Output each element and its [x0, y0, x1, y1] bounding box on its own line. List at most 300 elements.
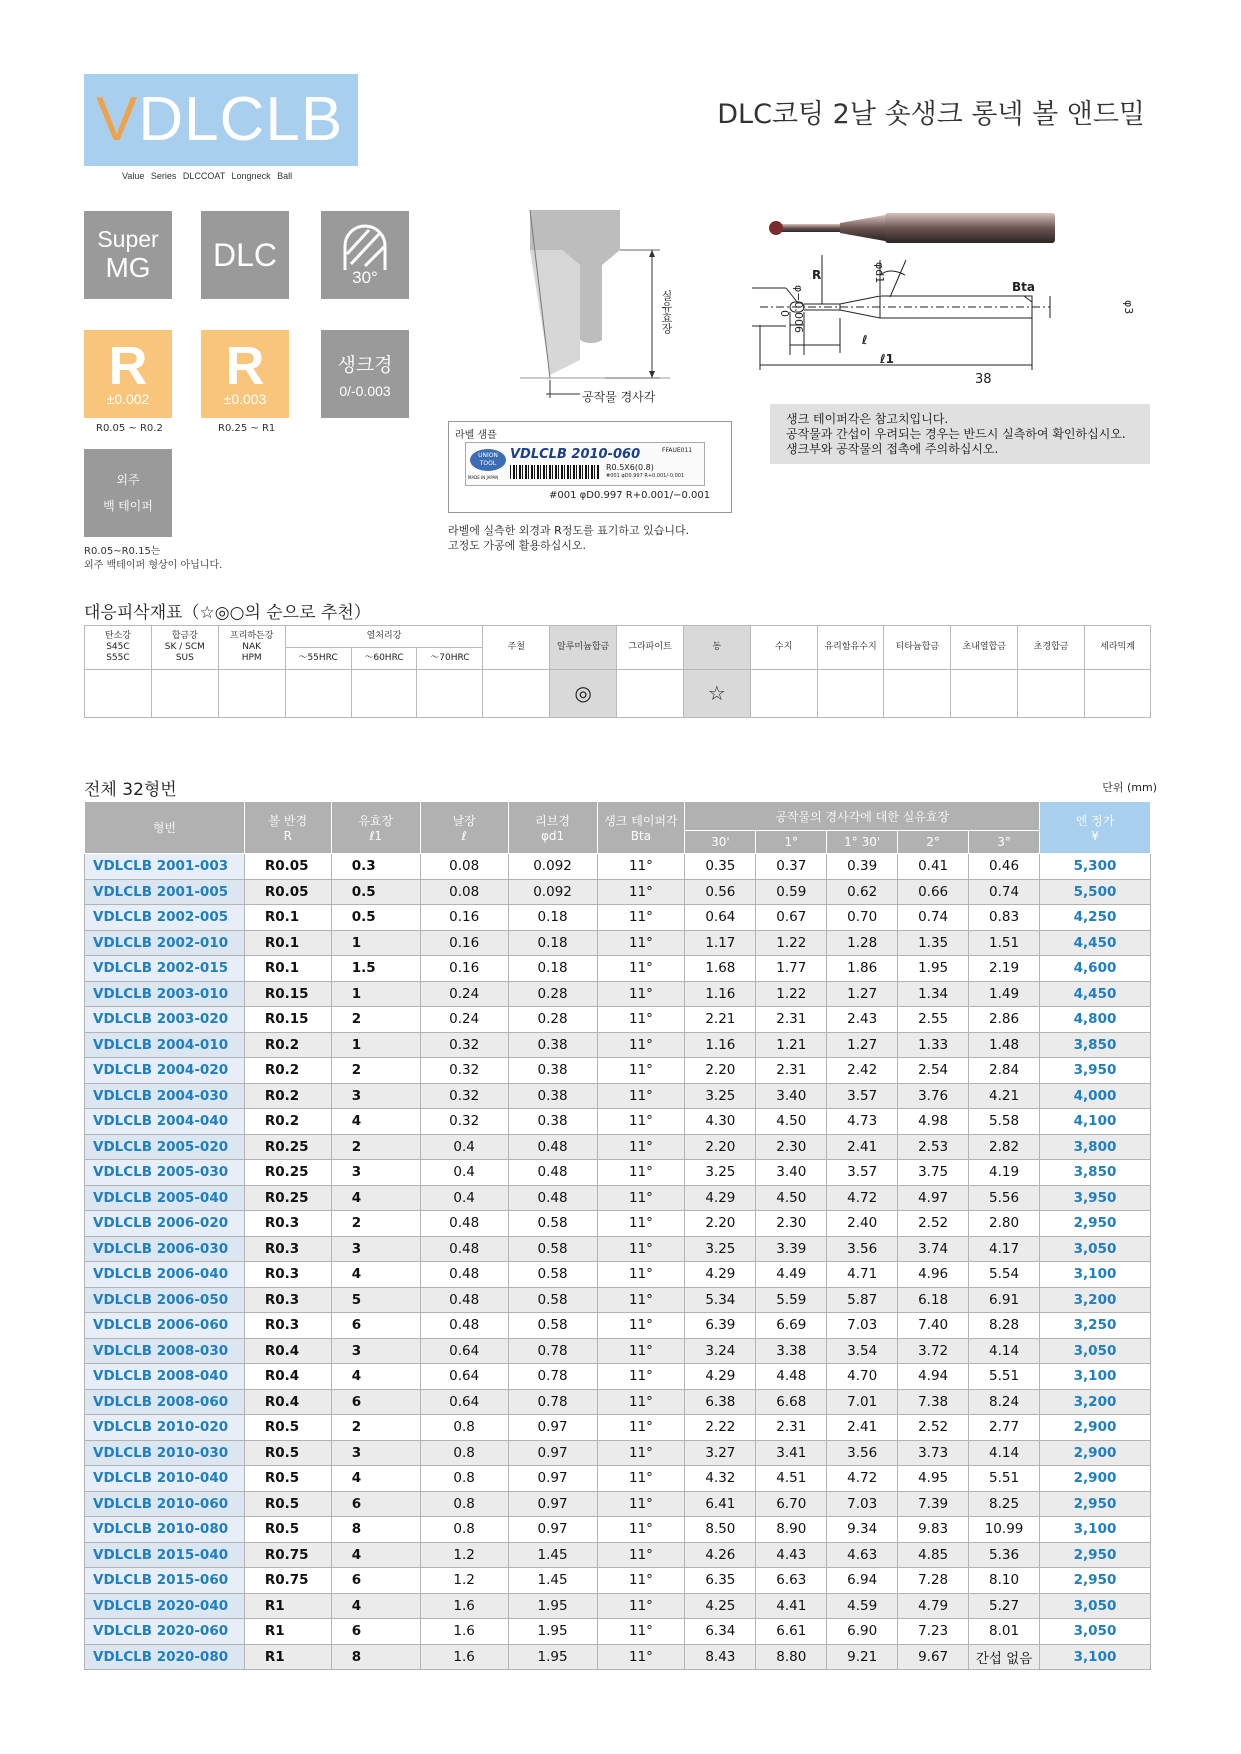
- flute-length-cell: 0.64: [420, 1338, 508, 1364]
- tile-text: 외주: [116, 473, 140, 487]
- mark-cell: [351, 670, 417, 718]
- table-row: [85, 1109, 1151, 1135]
- price-cell: 3,100: [1040, 1644, 1151, 1670]
- eff-2deg-cell: 4.97: [898, 1185, 969, 1211]
- flute-length-cell: 0.32: [420, 1058, 508, 1084]
- neck-diameter-cell: 0.28: [508, 981, 597, 1007]
- back-taper-note-1: R0.05~R0.15는: [84, 546, 161, 557]
- ball-radius-cell: R0.25: [244, 1185, 331, 1211]
- eff-1deg-cell: 2.30: [756, 1134, 827, 1160]
- flute-length-cell: 0.32: [420, 1083, 508, 1109]
- eff-30min-cell: 1.17: [685, 930, 756, 956]
- eff-30min-cell: 1.16: [685, 981, 756, 1007]
- flute-length-cell: 0.48: [420, 1287, 508, 1313]
- eff-2deg-cell: 4.95: [898, 1466, 969, 1492]
- note-line: 공작물과 간섭이 우려되는 경우는 반드시 실측하여 확인하십시오.: [786, 427, 1126, 441]
- mark-cell: [750, 670, 817, 718]
- eff-1deg30-cell: 2.40: [827, 1211, 898, 1237]
- eff-2deg-cell: 7.40: [898, 1313, 969, 1339]
- model-code-cell: VDLCLB 2004-030: [85, 1083, 245, 1109]
- model-code-cell: VDLCLB 2008-040: [85, 1364, 245, 1390]
- effective-length-cell: 1: [331, 981, 420, 1007]
- eff-1deg-cell: 1.21: [756, 1032, 827, 1058]
- eff-30min-cell: 6.35: [685, 1568, 756, 1594]
- price-cell: 2,950: [1040, 1542, 1151, 1568]
- header-text: 볼 반경: [268, 814, 308, 828]
- shank-tolerance-tile: [321, 330, 409, 418]
- price-cell: 4,100: [1040, 1109, 1151, 1135]
- eff-3deg-cell: 5.27: [969, 1593, 1040, 1619]
- material-ceramic: 세라믹계: [1085, 626, 1151, 670]
- dim-l1-label: ℓ1: [880, 352, 895, 366]
- ball-radius-cell: R0.5: [244, 1491, 331, 1517]
- mark-cell: [817, 670, 884, 718]
- eff-3deg-cell: 2.77: [969, 1415, 1040, 1441]
- shank-taper-cell: 11°: [597, 1236, 685, 1262]
- neck-diameter-cell: 0.97: [508, 1466, 597, 1492]
- price-cell: 3,050: [1040, 1338, 1151, 1364]
- eff-1deg-cell: 2.31: [756, 1058, 827, 1084]
- table-row: [85, 905, 1151, 931]
- mark-cell: [85, 670, 152, 718]
- eff-2deg-cell: 7.39: [898, 1491, 969, 1517]
- flute-length-cell: 0.24: [420, 1007, 508, 1033]
- eff-2deg-cell: 2.55: [898, 1007, 969, 1033]
- price-cell: 2,950: [1040, 1211, 1151, 1237]
- header-text: 리브경: [535, 814, 570, 828]
- neck-diameter-cell: 0.092: [508, 879, 597, 905]
- effective-length-cell: 3: [331, 1440, 420, 1466]
- eff-1deg30-cell: 4.72: [827, 1466, 898, 1492]
- hrc-55: ～55HRC: [285, 648, 351, 670]
- col-effective-by-angle: 공작물의 경사각에 대한 실유효장: [685, 802, 1040, 831]
- model-code-cell: VDLCLB 2003-020: [85, 1007, 245, 1033]
- label-lot-code: FFAUE011: [662, 447, 693, 454]
- table-row: [85, 956, 1151, 982]
- model-code-cell: VDLCLB 2006-060: [85, 1313, 245, 1339]
- model-code-cell: VDLCLB 2006-030: [85, 1236, 245, 1262]
- eff-1deg30-cell: 0.39: [827, 854, 898, 880]
- eff-1deg-cell: 8.80: [756, 1644, 827, 1670]
- eff-3deg-cell: 4.19: [969, 1160, 1040, 1186]
- eff-1deg-cell: 3.40: [756, 1160, 827, 1186]
- price-cell: 2,900: [1040, 1415, 1151, 1441]
- flute-length-cell: 0.8: [420, 1415, 508, 1441]
- eff-3deg-cell: 0.83: [969, 905, 1040, 931]
- ball-radius-cell: R1: [244, 1593, 331, 1619]
- shank-taper-cell: 11°: [597, 1185, 685, 1211]
- eff-1deg30-cell: 4.72: [827, 1185, 898, 1211]
- material-graphite: 그라파이트: [617, 626, 684, 670]
- neck-diameter-cell: 0.97: [508, 1491, 597, 1517]
- eff-1deg-cell: 6.69: [756, 1313, 827, 1339]
- materials-table: [84, 625, 1151, 718]
- eff-1deg30-cell: 1.86: [827, 956, 898, 982]
- effective-length-cell: 6: [331, 1491, 420, 1517]
- neck-diameter-cell: 0.58: [508, 1211, 597, 1237]
- ball-radius-cell: R1: [244, 1644, 331, 1670]
- note-line: 생크부와 공작물의 접촉에 주의하십시오.: [786, 442, 999, 456]
- material-text: 프리하든강: [229, 631, 274, 641]
- tile-text: Super: [97, 226, 159, 252]
- shank-taper-cell: 11°: [597, 1593, 685, 1619]
- effective-length-cell: 3: [331, 1338, 420, 1364]
- eff-3deg-cell: 5.56: [969, 1185, 1040, 1211]
- shank-taper-cell: 11°: [597, 1109, 685, 1135]
- effective-length-cell: 0.3: [331, 854, 420, 880]
- header-text: 날장: [452, 814, 476, 828]
- eff-1deg-cell: 1.22: [756, 981, 827, 1007]
- model-code-cell: VDLCLB 2010-060: [85, 1491, 245, 1517]
- effective-length-cell: 1.5: [331, 956, 420, 982]
- ball-radius-cell: R0.2: [244, 1109, 331, 1135]
- label-note-line: 라벨에 실측한 외경과 R정도를 표기하고 있습니다.: [448, 524, 690, 537]
- shank-taper-cell: 11°: [597, 879, 685, 905]
- radius-range-caption-1: R0.05 ~ R0.2: [96, 423, 163, 434]
- neck-diameter-cell: 1.95: [508, 1593, 597, 1619]
- model-code-cell: VDLCLB 2001-005: [85, 879, 245, 905]
- eff-1deg-cell: 4.50: [756, 1109, 827, 1135]
- table-row: [85, 981, 1151, 1007]
- eff-2deg-cell: 3.73: [898, 1440, 969, 1466]
- spec-table: [84, 801, 1151, 1670]
- eff-3deg-cell: 8.24: [969, 1389, 1040, 1415]
- eff-3deg-cell: 5.58: [969, 1109, 1040, 1135]
- eff-2deg-cell: 4.96: [898, 1262, 969, 1288]
- table-row: [85, 1440, 1151, 1466]
- eff-2deg-cell: 1.35: [898, 930, 969, 956]
- eff-2deg-cell: 1.33: [898, 1032, 969, 1058]
- effective-length-cell: 4: [331, 1262, 420, 1288]
- model-code-cell: VDLCLB 2020-080: [85, 1644, 245, 1670]
- shank-taper-cell: 11°: [597, 1440, 685, 1466]
- table-row: [85, 1007, 1151, 1033]
- eff-1deg30-cell: 9.34: [827, 1517, 898, 1543]
- eff-2deg-cell: 1.95: [898, 956, 969, 982]
- eff-1deg30-cell: 0.62: [827, 879, 898, 905]
- col-ball-radius: [244, 802, 331, 854]
- eff-3deg-cell: 5.54: [969, 1262, 1040, 1288]
- table-row: [85, 1364, 1151, 1390]
- logo-text: DLCLB: [138, 85, 344, 154]
- neck-diameter-cell: 0.58: [508, 1262, 597, 1288]
- eff-1deg-cell: 3.39: [756, 1236, 827, 1262]
- eff-1deg-cell: 1.22: [756, 930, 827, 956]
- shank-taper-cell: 11°: [597, 1211, 685, 1237]
- label-note: [448, 523, 689, 553]
- eff-1deg30-cell: 2.42: [827, 1058, 898, 1084]
- table-row: [85, 1185, 1151, 1211]
- eff-3deg-cell: 4.21: [969, 1083, 1040, 1109]
- eff-1deg-cell: 3.41: [756, 1440, 827, 1466]
- made-in-text: MADE IN JAPAN: [468, 475, 499, 480]
- shank-taper-cell: 11°: [597, 1517, 685, 1543]
- table-row: [85, 1160, 1151, 1186]
- eff-2deg-cell: 9.67: [898, 1644, 969, 1670]
- eff-1deg-cell: 6.61: [756, 1619, 827, 1645]
- unit-label: 단위 (mm): [1102, 781, 1157, 794]
- eff-3deg-cell: 6.91: [969, 1287, 1040, 1313]
- eff-1deg-cell: 6.63: [756, 1568, 827, 1594]
- price-cell: 3,250: [1040, 1313, 1151, 1339]
- eff-1deg30-cell: 2.43: [827, 1007, 898, 1033]
- helix-angle-tile: [321, 211, 409, 299]
- ball-radius-cell: R0.3: [244, 1313, 331, 1339]
- eff-1deg-cell: 2.30: [756, 1211, 827, 1237]
- workpiece-angle-label: 공작물 경사각: [582, 390, 656, 404]
- table-row: [85, 879, 1151, 905]
- neck-diameter-cell: 0.58: [508, 1313, 597, 1339]
- aluminium-mark: ◎: [550, 670, 617, 718]
- price-cell: 4,800: [1040, 1007, 1151, 1033]
- col-angle-3deg: 3°: [969, 831, 1040, 854]
- eff-30min-cell: 3.25: [685, 1160, 756, 1186]
- eff-2deg-cell: 3.74: [898, 1236, 969, 1262]
- neck-diameter-cell: 0.48: [508, 1134, 597, 1160]
- tile-text: MG: [105, 252, 151, 283]
- header-text: 유효장: [358, 814, 394, 828]
- neck-diameter-cell: 1.45: [508, 1568, 597, 1594]
- model-code-cell: VDLCLB 2010-040: [85, 1466, 245, 1492]
- helix-icon: [337, 222, 393, 272]
- eff-1deg-cell: 2.31: [756, 1415, 827, 1441]
- eff-2deg-cell: 1.34: [898, 981, 969, 1007]
- eff-1deg30-cell: 3.56: [827, 1236, 898, 1262]
- effective-length-cell: 8: [331, 1644, 420, 1670]
- dim-d1-label: φd1: [873, 262, 886, 284]
- table-row: [85, 1211, 1151, 1237]
- eff-30min-cell: 4.30: [685, 1109, 756, 1135]
- table-row: [85, 1517, 1151, 1543]
- price-cell: 4,250: [1040, 905, 1151, 931]
- model-code-cell: VDLCLB 2015-040: [85, 1542, 245, 1568]
- eff-2deg-cell: 9.83: [898, 1517, 969, 1543]
- model-code-cell: VDLCLB 2015-060: [85, 1568, 245, 1594]
- effective-length-cell: 4: [331, 1185, 420, 1211]
- eff-3deg-cell: 4.14: [969, 1338, 1040, 1364]
- ball-radius-cell: R0.25: [244, 1160, 331, 1186]
- effective-length-cell: 6: [331, 1619, 420, 1645]
- shank-taper-note: [770, 404, 1150, 464]
- shank-taper-cell: 11°: [597, 930, 685, 956]
- table-row: [85, 1415, 1151, 1441]
- material-text: S55C: [106, 653, 130, 663]
- ball-radius-cell: R0.2: [244, 1058, 331, 1084]
- flute-length-cell: 0.48: [420, 1236, 508, 1262]
- table-row: [85, 1542, 1151, 1568]
- shank-taper-cell: 11°: [597, 1007, 685, 1033]
- shank-taper-cell: 11°: [597, 981, 685, 1007]
- union-tool-logo: [470, 449, 506, 471]
- eff-2deg-cell: 4.85: [898, 1542, 969, 1568]
- material-prehardened-steel: [218, 626, 285, 670]
- back-taper-tile: [84, 449, 172, 537]
- logo-subtitle: Value Series DLCCOAT Longneck Ball: [122, 171, 293, 181]
- shank-taper-cell: 11°: [597, 1466, 685, 1492]
- eff-3deg-cell: 5.51: [969, 1364, 1040, 1390]
- table-row: [85, 1644, 1151, 1670]
- eff-1deg30-cell: 0.70: [827, 905, 898, 931]
- eff-2deg-cell: 2.52: [898, 1211, 969, 1237]
- col-angle-30min: 30': [685, 831, 756, 854]
- ball-radius-cell: R0.15: [244, 981, 331, 1007]
- eff-1deg-cell: 4.49: [756, 1262, 827, 1288]
- eff-1deg30-cell: 7.01: [827, 1389, 898, 1415]
- flute-length-cell: 0.32: [420, 1032, 508, 1058]
- eff-30min-cell: 5.34: [685, 1287, 756, 1313]
- neck-diameter-cell: 0.38: [508, 1083, 597, 1109]
- flute-length-cell: 0.08: [420, 879, 508, 905]
- tile-text: R: [108, 336, 148, 396]
- material-text: NAK: [242, 642, 262, 652]
- eff-3deg-cell: 2.80: [969, 1211, 1040, 1237]
- effective-length-cell: 0.5: [331, 905, 420, 931]
- material-heat-treated: 열처리강: [285, 626, 483, 648]
- material-text: HPM: [241, 653, 262, 663]
- ball-radius-cell: R0.75: [244, 1542, 331, 1568]
- effective-length-cell: 3: [331, 1083, 420, 1109]
- effective-length-cell: 8: [331, 1517, 420, 1543]
- shank-taper-cell: 11°: [597, 854, 685, 880]
- shank-taper-cell: 11°: [597, 1619, 685, 1645]
- mark-cell: [218, 670, 285, 718]
- table-row: [85, 1083, 1151, 1109]
- material-text: 탄소강: [104, 631, 131, 641]
- eff-3deg-cell: 1.51: [969, 930, 1040, 956]
- eff-1deg-cell: 6.70: [756, 1491, 827, 1517]
- hrc-60: ～60HRC: [351, 648, 417, 670]
- header-text: 생크 테이퍼각: [604, 814, 678, 828]
- eff-1deg30-cell: 7.03: [827, 1491, 898, 1517]
- eff-1deg30-cell: 1.28: [827, 930, 898, 956]
- eff-3deg-cell: 1.48: [969, 1032, 1040, 1058]
- label-sample: [448, 421, 732, 513]
- shank-taper-cell: 11°: [597, 1338, 685, 1364]
- neck-diameter-cell: 0.18: [508, 930, 597, 956]
- shank-taper-cell: 11°: [597, 905, 685, 931]
- flute-length-cell: 0.8: [420, 1491, 508, 1517]
- eff-2deg-cell: 3.75: [898, 1160, 969, 1186]
- price-cell: 4,450: [1040, 981, 1151, 1007]
- label-product-code: VDLCLB 2010-060: [510, 447, 641, 462]
- eff-1deg30-cell: 6.94: [827, 1568, 898, 1594]
- material-heat-resistant: 초내열합금: [951, 626, 1018, 670]
- mark-cell: [483, 670, 550, 718]
- eff-1deg30-cell: 9.21: [827, 1644, 898, 1670]
- eff-30min-cell: 1.16: [685, 1032, 756, 1058]
- eff-30min-cell: 4.29: [685, 1185, 756, 1211]
- materials-heading: 대응피삭재표（☆◎○의 순으로 추천）: [84, 603, 371, 623]
- flute-length-cell: 1.6: [420, 1593, 508, 1619]
- ball-radius-cell: R0.75: [244, 1568, 331, 1594]
- flute-length-cell: 0.16: [420, 905, 508, 931]
- model-code-cell: VDLCLB 2004-040: [85, 1109, 245, 1135]
- table-row: [85, 1338, 1151, 1364]
- eff-1deg-cell: 3.38: [756, 1338, 827, 1364]
- mark-cell: [951, 670, 1018, 718]
- copper-mark: ☆: [683, 670, 750, 718]
- model-code-cell: VDLCLB 2004-020: [85, 1058, 245, 1084]
- model-code-cell: VDLCLB 2002-015: [85, 956, 245, 982]
- price-cell: 2,900: [1040, 1466, 1151, 1492]
- material-text: S45C: [106, 642, 130, 652]
- eff-1deg30-cell: 3.54: [827, 1338, 898, 1364]
- neck-diameter-cell: 0.38: [508, 1109, 597, 1135]
- table-row: [85, 1491, 1151, 1517]
- eff-1deg-cell: 5.59: [756, 1287, 827, 1313]
- eff-30min-cell: 4.29: [685, 1262, 756, 1288]
- dim-length-label: 38: [975, 372, 992, 387]
- eff-3deg-cell: 0.74: [969, 879, 1040, 905]
- dlc-tile: [201, 211, 289, 299]
- eff-3deg-cell: 8.10: [969, 1568, 1040, 1594]
- eff-3deg-cell: 0.46: [969, 854, 1040, 880]
- effective-length-cell: 6: [331, 1313, 420, 1339]
- ball-radius-cell: R0.15: [244, 1007, 331, 1033]
- price-cell: 3,950: [1040, 1058, 1151, 1084]
- label-spec: R0.5X6(0.8): [606, 463, 654, 472]
- model-code-cell: VDLCLB 2003-010: [85, 981, 245, 1007]
- eff-1deg-cell: 6.68: [756, 1389, 827, 1415]
- eff-3deg-cell: 4.17: [969, 1236, 1040, 1262]
- eff-1deg-cell: 4.48: [756, 1364, 827, 1390]
- eff-2deg-cell: 0.74: [898, 905, 969, 931]
- label-measured-values: #001 φD0.997 R+0.001/−0.001: [549, 490, 711, 501]
- model-code-cell: VDLCLB 2002-010: [85, 930, 245, 956]
- material-text: SUS: [175, 653, 194, 663]
- model-code-cell: VDLCLB 2001-003: [85, 854, 245, 880]
- dim-tol-label: φ−0.006: [792, 285, 805, 333]
- eff-1deg-cell: 2.31: [756, 1007, 827, 1033]
- flute-length-cell: 0.8: [420, 1440, 508, 1466]
- eff-1deg30-cell: 4.59: [827, 1593, 898, 1619]
- brand-text: UNION: [478, 452, 498, 459]
- label-measured-small: #001 φD0.997 R+0.001/-0.001: [606, 473, 685, 479]
- eff-3deg-cell: 4.14: [969, 1440, 1040, 1466]
- price-cell: 3,950: [1040, 1185, 1151, 1211]
- header-text: ℓ1: [369, 829, 383, 843]
- eff-30min-cell: 3.25: [685, 1083, 756, 1109]
- model-code-cell: VDLCLB 2005-040: [85, 1185, 245, 1211]
- shank-taper-cell: 11°: [597, 1568, 685, 1594]
- eff-1deg30-cell: 2.41: [827, 1415, 898, 1441]
- neck-diameter-cell: 0.97: [508, 1440, 597, 1466]
- mark-cell: [151, 670, 218, 718]
- eff-1deg-cell: 1.77: [756, 956, 827, 982]
- radius-tolerance-tile-1: [84, 330, 172, 418]
- eff-30min-cell: 4.26: [685, 1542, 756, 1568]
- mark-cell: [1018, 670, 1085, 718]
- eff-2deg-cell: 0.41: [898, 854, 969, 880]
- col-angle-2deg: 2°: [898, 831, 969, 854]
- material-cast-iron: 주철: [483, 626, 550, 670]
- ball-radius-cell: R0.5: [244, 1517, 331, 1543]
- flute-length-cell: 0.48: [420, 1262, 508, 1288]
- ball-radius-cell: R0.2: [244, 1032, 331, 1058]
- neck-diameter-cell: 0.28: [508, 1007, 597, 1033]
- neck-diameter-cell: 0.97: [508, 1415, 597, 1441]
- col-code: 형번: [85, 802, 245, 854]
- eff-30min-cell: 2.20: [685, 1211, 756, 1237]
- ball-radius-cell: R0.5: [244, 1415, 331, 1441]
- eff-1deg30-cell: 2.41: [827, 1134, 898, 1160]
- shank-taper-cell: 11°: [597, 1134, 685, 1160]
- eff-30min-cell: 0.64: [685, 905, 756, 931]
- ball-radius-cell: R0.3: [244, 1211, 331, 1237]
- model-code-cell: VDLCLB 2008-030: [85, 1338, 245, 1364]
- table-row: [85, 1236, 1151, 1262]
- flute-length-cell: 0.48: [420, 1211, 508, 1237]
